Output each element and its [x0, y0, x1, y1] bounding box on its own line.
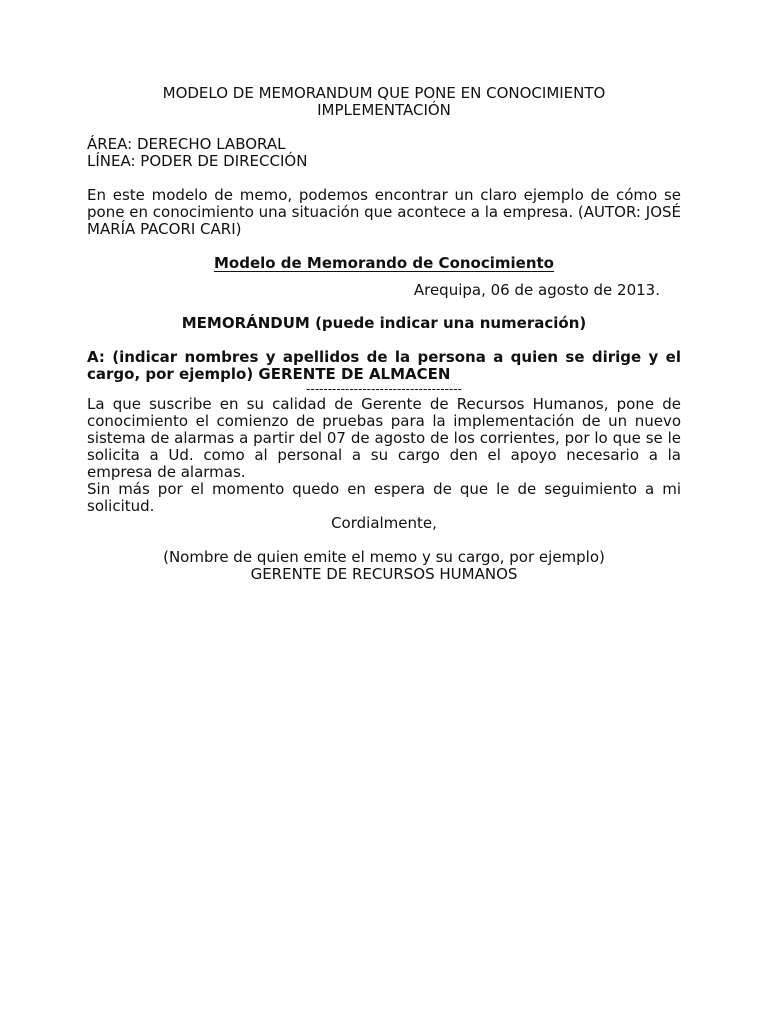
area-label: ÁREA: DERECHO LABORAL — [87, 135, 286, 153]
title-line-1: MODELO DE MEMORANDUM QUE PONE EN CONOCIMIENTO — [162, 84, 606, 102]
memo-body-paragraph-1: La que suscribe en su calidad de Gerente de Recursos Humanos, pone de conocimiento el comienzo de pruebas para la implementación de un nuevo sistema de alarmas a partir del 07 de agosto de los corrientes, por lo que se le solicita a Ud. como al personal a su cargo den el apoyo necesario a la empresa de alarmas. — [87, 395, 681, 481]
memo-signature — [87, 549, 681, 583]
document-title — [87, 85, 681, 119]
memo-date: Arequipa, 06 de agosto de 2013. — [413, 281, 660, 299]
signature-line-2: GERENTE DE RECURSOS HUMANOS — [250, 565, 518, 583]
intro-paragraph: En este modelo de memo, podemos encontrar un claro ejemplo de cómo se pone en conocimiento una situación que acontece a la empresa. (AUTOR: JOSÉ MARÍA PACORI CARI) — [87, 186, 681, 238]
signature-line-1: (Nombre de quien emite el memo y su cargo, por ejemplo) — [163, 548, 605, 566]
memo-body-paragraph-2: Sin más por el momento quedo en espera de que le de seguimiento a mi solicitud. — [87, 480, 681, 515]
memo-subtitle: Modelo de Memorando de Conocimiento — [213, 254, 554, 272]
memo-heading: MEMORÁNDUM (puede indicar una numeración) — [181, 314, 587, 332]
linea-label: LÍNEA: PODER DE DIRECCIÓN — [87, 152, 308, 170]
memo-closing: Cordialmente, — [331, 514, 437, 532]
memo-recipient: A: (indicar nombres y apellidos de la persona a quien se dirige y el cargo, por ejemplo) GERENTE DE ALMACEN — [87, 348, 681, 383]
document-page — [87, 85, 681, 583]
separator-line: ------------------------------------ — [306, 382, 462, 396]
document-meta — [87, 136, 681, 170]
title-line-2: IMPLEMENTACIÓN — [317, 101, 451, 119]
